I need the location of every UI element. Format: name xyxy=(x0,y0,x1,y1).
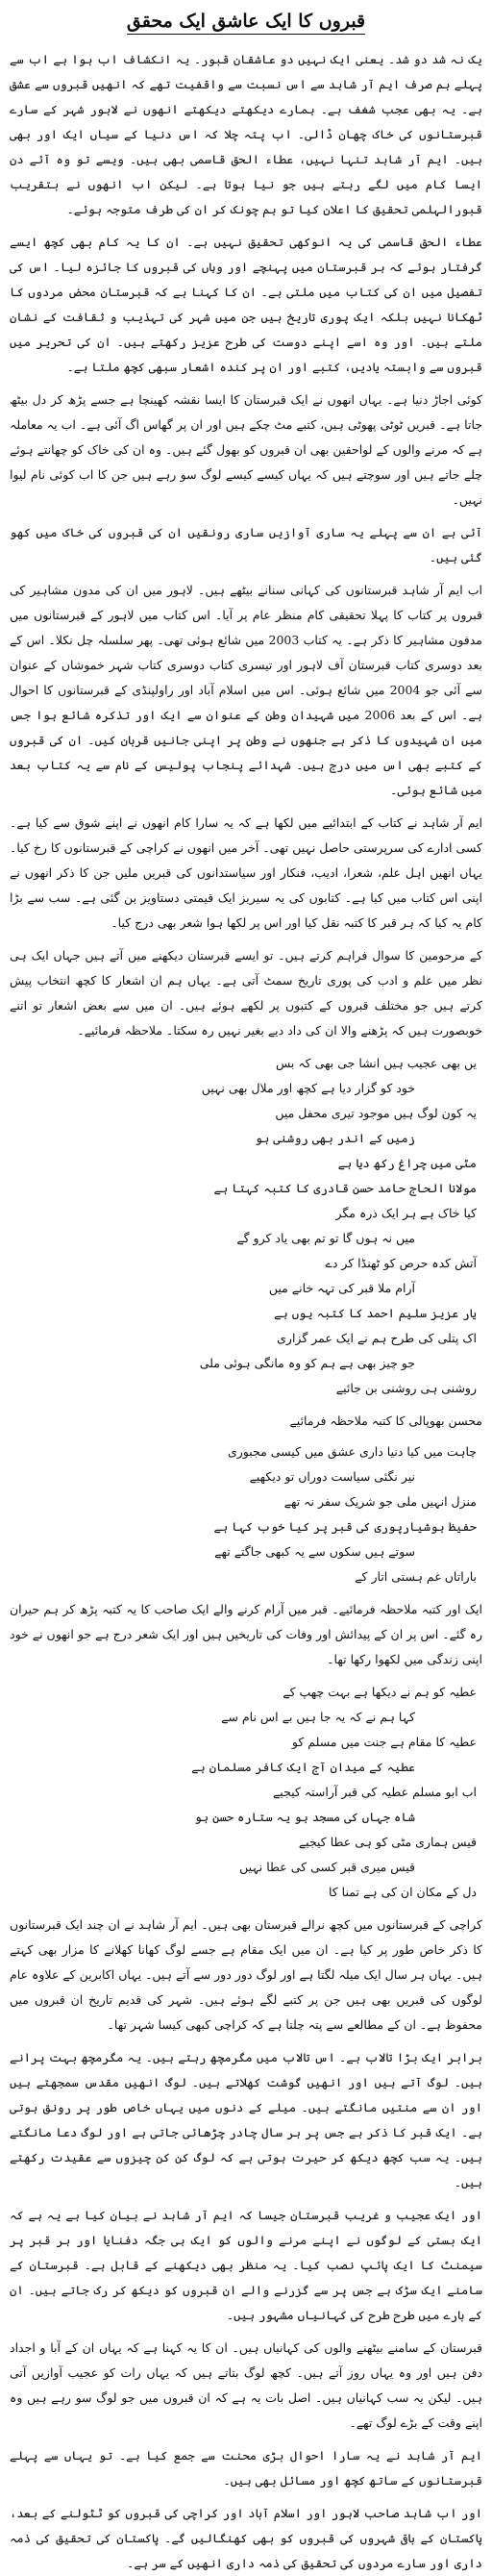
verse-line: شاہ جہاں کی مسجد ہو یہ ستارہ حسن ہو xyxy=(194,1809,415,1824)
paragraph: یک نہ شد دو شد۔ یعنی ایک نہیں دو عاشقان قبور۔ یہ انکشاف اب ہوا ہے اب سے پہلے ہم صرف ایم آر شاہد سے اس نسبت سے واقفیت تھے کہ انھیں قبروں سے عشق ہے۔ یہ بھی عجب شغف ہے۔ ہمارے دیکھتے دیکھتے انھوں نے لاہور شہر کے سارے قبرستانوں کی خاک چھان ڈالی۔ اب پتہ چلا کہ اس دنیا کے سیاں ایک اور بھی ہیں۔ ایم آر شاہد تنہا نہیں، عطاء الحق قاسمی بھی ہیں۔ ویسے تو وہ آئے دن ایسا کام میں لگے رہتے ہیں جو نیا ہوتا ہے۔ لیکن اب انھوں نے بتقریب قبورالہلمی تحقیق کا اعلان کیا تو ہم چونک کر ان کی طرف متوجہ ہوئے۔ xyxy=(10,51,482,216)
verse-block xyxy=(10,1051,482,1401)
verse-line: خود کو گزار دیا ہے کچھ اور ملال بھی نہیں xyxy=(201,1080,415,1095)
paragraph: قبرستان کے سامنے بیٹھنے والوں کی کہانیاں ہیں۔ ان کا یہ کہنا ہے کہ یہاں ان کے آبا و اجداد دفن ہیں اور وہ یہاں روز آتے ہیں۔ کچھ لوگ بتاتے ہیں کہ یہاں رات کو عجیب آوازیں آتی ہیں۔ لیکن یہ سب کہانیاں ہیں۔ اصل بات یہ ہے کہ ان قبروں میں جو لوگ سو رہے ہیں وہ اپنے وقت کے بڑے لوگ تھے۔ xyxy=(10,2339,482,2430)
paragraph: آئی ہے ان سے پہلے یہ ساری آوازیں ساری رونقیں ان کی قبروں کی خاک میں کھو گئی ہیں۔ xyxy=(10,524,482,564)
verse-line: قیس ہماری مٹی کو ہی عطا کیجیے xyxy=(298,1834,477,1849)
verse-line: عطیہ کے میدان آج ایک کافر مسلمان ہے xyxy=(191,1759,415,1774)
verse-line: عطیہ کا مقام ہے جنت میں مسلم کو xyxy=(291,1734,477,1749)
paragraph: کوئی اجاڑ دنیا ہے۔ یہاں انھوں نے ایک قبرستان کا ایسا نقشہ کھینچا ہے جسے پڑھ کر دل بیٹھ جاتا ہے۔ قبریں ٹوٹی پھوٹی ہیں، کتبے مٹ چکے ہیں اور ان پر گھاس اگ آئی ہے۔ اب یہ معاملہ ہے کہ مرنے والوں کے لواحقین بھی ان قبروں کو بھول گئے ہیں۔ وہ ان کی خاک کو چھانتے ہوئے چلے جاتے ہیں اور سوچتے ہیں کہ یہاں کیسے کیسے لوگ سو رہے ہیں جن کا اب کوئی نام لیوا نہیں۔ xyxy=(10,391,482,507)
verse-intro: محسن بھوپالی کا کتبہ ملاحظہ فرمائیے xyxy=(289,1413,482,1428)
verse-line: یار عزیز سلیم احمد کا کتبہ یوں ہے xyxy=(274,1305,477,1320)
paragraph: ایک اور کتبہ ملاحظہ فرمائیے۔ قبر میں آرام کرنے والے ایک صاحب کا یہ کتبہ پڑھ کر ہم حیران رہ گئے۔ اس پر ان کے پیدائش اور وفات کی تاریخیں ہیں اور ایک شعر درج ہے جو انھوں نے خود اپنی زندگی میں لکھوا رکھا تھا۔ xyxy=(10,1601,482,1666)
paragraph: اور اب شاہد صاحب لاہور اور اسلام آباد اور کراچی کی قبروں کو ٹٹولنے کے بعد، پاکستان کے باقی شہروں کی قبروں کو بھی کھنگالیں گے۔ پاکستان کی تحقیق کی ذمہ داری اور سارے مردوں کی تحقیق کی ذمہ داری انھیں کے سر ہے۔ xyxy=(10,2505,482,2570)
verse-line: روشنی ہی روشنی بن جائیے xyxy=(335,1380,477,1395)
verse-line: آتش کدہ حرص کو ٹھنڈا کر دے xyxy=(325,1255,477,1270)
verse-line: منزل انہیں ملی جو شریک سفر نہ تھے xyxy=(283,1493,477,1509)
verse-line: نیر نگئی سیاست دوراں تو دیکھیے xyxy=(249,1468,415,1484)
verse-line: یہ کون لوگ ہیں موجود تیری محفل میں xyxy=(275,1105,477,1120)
verse-line: چاہت میں کیا دنیا داری عشق میں کیسی مجبوری xyxy=(227,1443,477,1459)
paragraph: کراچی کے قبرستانوں میں کچھ نرالے قبرستان بھی ہیں۔ ایم آر شاہد نے ان چند ایک قبرستانوں کا ذکر خاص طور پر کیا ہے۔ ان میں ایک مقام ہے جسے لوگ کھانا کھلانے کا مزار بھی کہتے ہیں۔ یہاں ہر سال ایک میلہ لگتا ہے اور لوگ دور دور سے آتے ہیں۔ یہاں اکابرین کے علاوہ عام لوگوں کی قبریں بھی ہیں جن پر کتبے لگے ہوئے ہیں۔ شہر کی قدیم تاریخ ان قبروں میں محفوظ ہے۔ ان کے مطالعے سے پتہ چلتا ہے کہ کراچی کبھی کیسا شہر تھا۔ xyxy=(10,1916,482,2032)
verse-line: مولانا الحاج حامد حسن قادری کا کتبہ کہتا ہے xyxy=(213,1180,477,1195)
paragraph: برابر ایک بڑا تالاب ہے۔ اس تالاب میں مگرمچھ رہتے ہیں۔ یہ مگرمچھ بہت پرانے ہیں۔ لوگ آتے ہیں اور انھیں گوشت کھلاتے ہیں۔ لوگ انھیں مقدس سمجھتے ہیں اور ان سے منتیں مانگتے ہیں۔ میلے کے دنوں میں یہاں خاص طور پر رونق ہوتی ہے۔ ایک قبر کا ذکر ہے جس پر ہر سال چادر چڑھائی جاتی ہے اور لوگ دعا مانگتے ہیں۔ یہ سب کچھ دیکھ کر حیرت ہوتی ہے کہ لوگ کن کن چیزوں سے عقیدت رکھتے ہیں۔ xyxy=(10,2049,482,2189)
verse-line: سوتے ہیں سکوں سے یہ کبھی جاگتے تھے xyxy=(214,1543,415,1559)
paragraph: اب ایم آر شاہد قبرستانوں کی کہانی سنانے بیٹھے ہیں۔ لاہور میں ان کی مدون مشاہیر کی قبروں پر کتاب کا پہلا تحقیقی کام منظر عام پر آیا۔ اس کتاب میں لاہور کے قبرستانوں میں مدفون مشاہیر کا ذکر ہے۔ یہ کتاب 2003 میں شائع ہوئی تھی۔ پھر سلسلہ چل نکلا۔ اس کے بعد دوسری کتاب قبرستان آف لاہور اور تیسری کتاب دوسری کتاب شہر خموشاں کے عنوان سے آئی جو 2004 میں شائع ہوئی۔ اس میں اسلام آباد اور راولپنڈی کے قبرستانوں کا احوال ہے۔ اس کے بعد 2006 میں شہیدان وطن کے عنوان سے ایک اور تذکرہ شائع ہوا جس میں ان شہیدوں کا ذکر ہے جنھوں نے وطن پر اپنی جانیں قربان کیں۔ ان کی قبروں کے کتبے بھی اس میں درج ہیں۔ شہدائے پنجاب پولیس کے نام سے یہ کتاب بعد میں شائع ہوئی۔ xyxy=(10,582,483,797)
verse-line: عطیہ کو ہم نے دیکھا ہے بہت چھپ کے xyxy=(283,1684,477,1699)
verse-block xyxy=(10,1439,482,1589)
verse-line: اک پتلی کی طرح ہم نے ایک عمر گزاری xyxy=(277,1330,477,1345)
verse-line: دل کے مکان ان کی ہے تمنا کا xyxy=(328,1884,477,1899)
paragraph: ایم آر شاہد نے کتاب کے ابتدائیے میں لکھا ہے کہ یہ سارا کام انھوں نے اپنے شوق سے کیا ہے۔ کسی ادارے کی سرپرستی حاصل نہیں تھی۔ آخر میں انھوں نے کراچی کے قبرستانوں کا رخ کیا۔ یہاں انھیں اہل علم، شعرا، ادیب، فنکار اور سیاستدانوں کی قبریں ملیں جن کا ذکر انھوں نے اپنی اس کتاب میں کیا ہے۔ کتابوں کی یہ سیریز ایک قیمتی دستاویز بن گئی ہے۔ سب سے بڑا کام یہ کیا کہ ہر قبر کا کتبہ نقل کیا اور اس پر لکھا ہوا شعر بھی درج کیا۔ xyxy=(10,814,482,930)
paragraph: کے مرحومین کا سوال فراہم کرتے ہیں۔ تو ایسے قبرستان دیکھنے میں آتے ہیں جہاں ایک ہی نظر میں علم و ادب کی پوری تاریخ سمٹ آتی ہے۔ یہاں ہم ان اشعار کا کچھ انتخاب پیش کرتے ہیں جو مختلف قبروں کے کتبوں پر لکھے ہوئے ہیں۔ ان میں سے بعض اشعار تو اتنے خوبصورت ہیں کہ پڑھنے والا ان کی داد دیے بغیر نہیں رہ سکتا۔ ملاحظہ فرمائیے۔ xyxy=(10,947,482,1038)
paragraph: ایم آر شاہد نے یہ سارا احوال بڑی محنت سے جمع کیا ہے۔ تو یہاں سے پہلے قبرستانوں کے ساتھ کچھ اور مسائل بھی ہیں۔ xyxy=(10,2447,482,2488)
verse-line: یں بھی عجیب ہیں انشا جی بھی کہ بس xyxy=(275,1055,477,1070)
verse-line: کیا خاک ہے ہر ایک ذرہ مگر xyxy=(335,1205,477,1220)
headline-text: قبروں کا ایک عاشق ایک محقق xyxy=(127,11,365,35)
verse-block xyxy=(10,1680,482,1905)
verse-line: زمیں کے اندر بھی روشنی ہو xyxy=(255,1130,415,1145)
verse-line: میں نہ ہوں گا تو تم بھی یاد کرو گے xyxy=(236,1230,415,1245)
paragraph: عطاء الحق قاسمی کی یہ انوکھی تحقیق نہیں ہے۔ ان کا یہ کام بھی کچھ ایسے گرفتار ہوئے کہ ہر قبرستان میں پہنچے اور وہاں کی قبروں کا جائزہ لیا۔ اس کی تفصیل میں ان کی کتاب میں ملتی ہے۔ ان کا کہنا ہے کہ قبرستان محض مردوں کا ٹھکانا نہیں بلکہ ایک پوری تاریخ ہیں جن میں شہر کی تہذیب و ثقافت کے نشان ملتے ہیں۔ اور وہ اسے اپنے دوست کی طرح عزیز رکھتے ہیں۔ ان کی تحریر میں قبروں سے وابستہ یادیں، کتبے اور ان پر کندہ اشعار سبھی کچھ ملتا ہے۔ xyxy=(10,234,482,374)
verse-line: جو چیز بھی ہے ہم کو وہ مانگی ہوئی ملی xyxy=(199,1355,415,1370)
verse-line: اب ابو مسلم عطیہ کی قبر آراستہ کیجیے xyxy=(272,1784,477,1799)
verse-line: مٹی میں چراغ رکھ دیا ہے xyxy=(337,1155,477,1170)
article-headline xyxy=(10,10,482,34)
paragraph: اور ایک عجیب و غریب قبرستان جیسا کہ ایم آر شاہد نے بیان کیا ہے یہ ہے کہ ایک بستی کے لوگوں نے اپنے مرنے والوں کو ایک ہی جگہ دفنایا اور ہر قبر پر سیمنٹ کا ایک پائپ نصب کیا۔ یہ منظر بھی دیکھنے کے قابل ہے۔ قبرستان کے سامنے ایک سڑک ہے جس پر سے گزرنے والے ان قبروں کو دیکھ کر رک جاتے ہیں۔ ان کے بارے میں طرح طرح کی کہانیاں مشہور ہیں۔ xyxy=(10,2207,482,2322)
verse-line: باراتاں غم ہستی اتار کے xyxy=(355,1568,477,1584)
verse-line: حفیظ ہوشیارپوری کی قبر پر کیا خوب کہا ہے xyxy=(213,1518,477,1534)
verse-line: آرام ملا قبر کی تہہ خانے میں xyxy=(268,1280,415,1295)
verse-line: کہا ہم نے کہ یہ جا ہیں بے اس نام سے xyxy=(221,1709,415,1724)
verse-line: قیس میری قبر کسی کی عطا نہیں xyxy=(239,1859,415,1874)
